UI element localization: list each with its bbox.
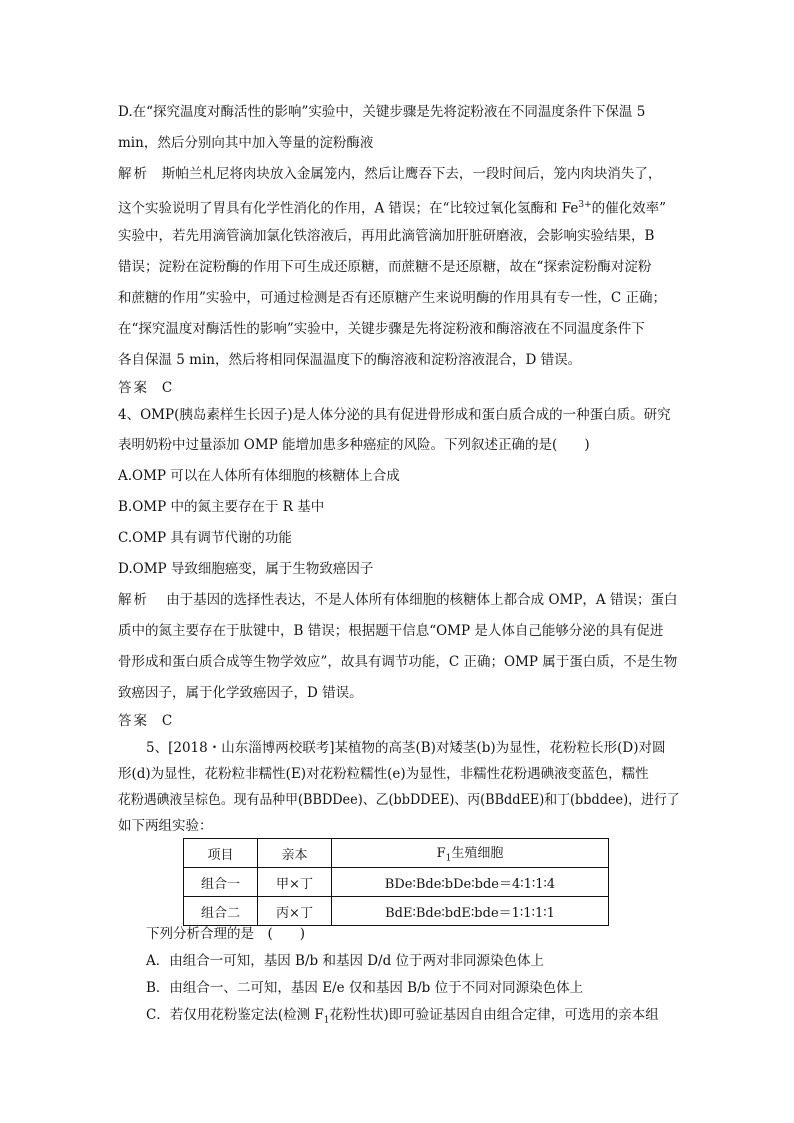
q4-option-b: B.OMP 中的氮主要存在于 R 基中 <box>118 499 325 515</box>
q4-answer <box>118 711 172 731</box>
gamete-label: 生殖细胞 <box>451 846 504 862</box>
table-header-row <box>184 839 609 868</box>
q3-option-d-line1: D.在“探究温度对酶活性的影响”实验中，关键步骤是先将淀粉液在不同温度条件下保温 5 <box>118 104 646 120</box>
q3-analysis-line2-tail: 的催化效率” <box>591 200 667 217</box>
table-cell: 丙×丁 <box>258 897 332 926</box>
q3-analysis-line3: 实验中，若先用滴管滴加氯化铁溶液后，再用此滴管滴加肝脏研磨液，会影响实验结果，B <box>118 228 655 244</box>
table-header-cell: 亲本 <box>258 839 332 868</box>
table-cell: 组合一 <box>184 868 258 897</box>
q5-option-c <box>146 1005 659 1031</box>
f-label: F <box>436 846 446 862</box>
answer-value: C <box>161 713 173 729</box>
fe-charge-superscript: 3+ <box>578 200 592 210</box>
gamete-table <box>183 838 609 926</box>
q3-option-d-line2: min，然后分别向其中加入等量的淀粉酶液 <box>118 135 374 151</box>
q3-analysis-line6: 在“探究温度对酶活性的影响”实验中，关键步骤是先将淀粉液和酶溶液在不同温度条件下 <box>118 321 645 337</box>
q5-option-a: A．由组合一可知，基因 B/b 和基因 D/d 位于两对非同源染色体上 <box>146 953 545 969</box>
table-row <box>184 897 609 926</box>
q5-option-c-tail: 花粉性状)即可验证基因自由组合定律，可选用的亲本组 <box>329 1007 659 1023</box>
q3-analysis-line5: 和蔗糖的作用”实验中，可通过检测是否有还原糖产生来说明酶的作用具有专一性，C 正确； <box>118 290 667 306</box>
q3-analysis-line2-text: 这个实验说明了胃具有化学性消化的作用，A 错误；在“比较过氧化氢酶和 Fe <box>118 200 579 217</box>
q4-analysis-line3: 骨形成和蛋白质合成等生物学效应”，故具有调节功能，C 正确；OMP 属于蛋白质，不是生物 <box>118 654 678 670</box>
q4-analysis-line2: 质中的氮主要存在于肽键中，B 错误；根据题干信息“OMP 是人体自己能够分泌的具有促进 <box>118 623 664 639</box>
answer-label: 答案 <box>118 713 149 729</box>
q3-analysis-line7: 各自保温 5 min，然后将相同保温温度下的酶溶液和淀粉溶液混合，D 错误。 <box>118 352 582 368</box>
q5-stem-line3: 花粉遇碘液呈棕色。现有品种甲(BBDDee)、乙(bbDDEE)、丙(BBddEE)和丁(bbddee)，进行了 <box>118 792 680 808</box>
q5-stem-line2: 形(d)为显性，花粉粒非糯性(E)对花粉粒糯性(e)为显性，非糯性花粉遇碘液变蓝色，糯性 <box>118 766 649 782</box>
table-header-cell: 项目 <box>184 839 258 868</box>
q3-analysis-first-line <box>118 164 661 184</box>
q4-analysis-line1: 由于基因的选择性表达，不是人体所有体细胞的核糖体上都合成 OMP，A 错误；蛋白 <box>166 592 678 608</box>
q3-analysis-line1: 斯帕兰札尼将肉块放入金属笼内，然后让鹰吞下去，一段时间后，笼内肉块消失了， <box>161 166 662 182</box>
table-cell: BdE∶Bde∶bdE∶bde＝1∶1∶1∶1 <box>332 897 609 926</box>
q5-stem-line4: 如下两组实验： <box>118 818 213 834</box>
q4-stem-line1: 4、OMP(胰岛素样生长因子)是人体分泌的具有促进骨形成和蛋白质合成的一种蛋白质。研究 <box>118 407 671 423</box>
q4-analysis-line4: 致癌因子，属于化学致癌因子，D 错误。 <box>118 685 363 701</box>
q4-stem-line2: 表明奶粉中过量添加 OMP 能增加患多种癌症的风险。下列叙述正确的是( ) <box>118 437 590 453</box>
q4-analysis-first-line <box>118 590 677 610</box>
q3-analysis-line4: 错误；淀粉在淀粉酶的作用下可生成还原糖，而蔗糖不是还原糖，故在“探索淀粉酶对淀粉 <box>118 259 652 275</box>
table-cell: BDe∶Bde∶bDe∶bde＝4∶1∶1∶4 <box>332 868 609 897</box>
q4-option-c: C.OMP 具有调节代谢的功能 <box>118 530 292 546</box>
answer-label: 答案 <box>118 380 149 396</box>
f-subscript: 1 <box>445 853 452 864</box>
q5-stem-line1: 5、[2018・山东淄博两校联考]某植物的高茎(B)对矮茎(b)为显性，花粉粒长形(D)对圆 <box>146 740 666 756</box>
table-cell: 组合二 <box>184 897 258 926</box>
f-subscript: 1 <box>323 1015 330 1026</box>
q5-option-b: B．由组合一、二可知，基因 E/e 仅和基因 B/b 位于不同对同源染色体上 <box>146 980 584 996</box>
q4-option-a: A.OMP 可以在人体所有体细胞的核糖体上合成 <box>118 468 400 484</box>
q5-option-c-text: C．若仅用花粉鉴定法(检测 F <box>146 1007 324 1023</box>
q4-option-d: D.OMP 导致细胞癌变，属于生物致癌因子 <box>118 561 374 577</box>
analysis-label: 解析 <box>118 592 149 608</box>
table-header-cell <box>332 839 609 868</box>
q3-analysis-line2 <box>118 195 666 219</box>
table-cell: 甲×丁 <box>258 868 332 897</box>
q3-answer <box>118 378 172 398</box>
analysis-label: 解析 <box>118 166 149 182</box>
answer-value: C <box>161 380 173 396</box>
table-row <box>184 868 609 897</box>
q5-prompt: 下列分析合理的是 ( ) <box>146 926 306 942</box>
